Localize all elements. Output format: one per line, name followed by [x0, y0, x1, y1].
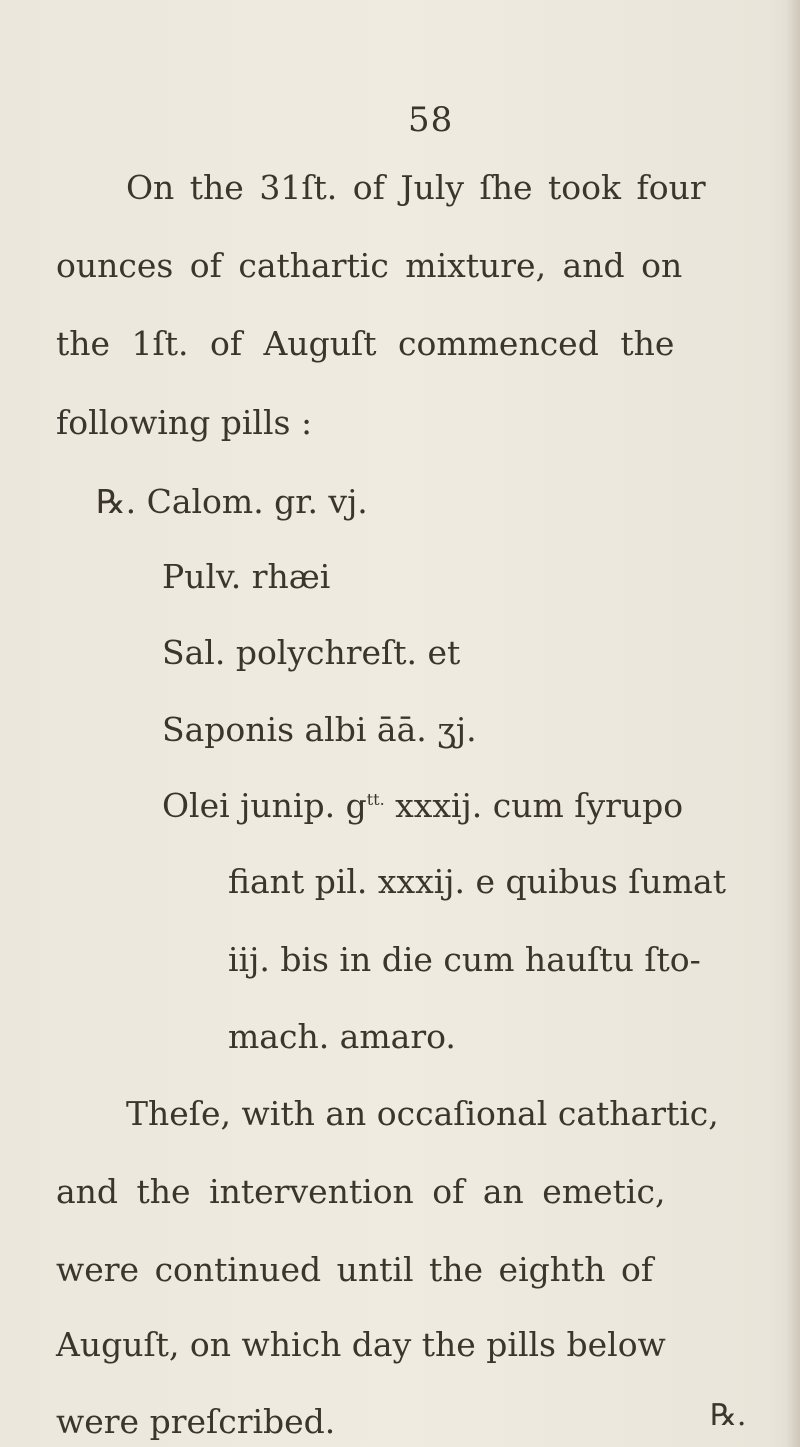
text-line-7: were continued until the eighth of — [56, 1250, 654, 1289]
text-line-5: Theſe, with an occaſional cathartic, — [126, 1094, 719, 1133]
prescription-line-2: Pulv. rhæi — [162, 557, 331, 596]
prescription-line-3: Sal. polychreſt. et — [162, 633, 461, 672]
page-number: 58 — [408, 100, 454, 140]
text-line-9: were preſcribed. — [56, 1402, 336, 1441]
prescription-line-6: fiant pil. xxxij. e quibus ſumat — [228, 862, 726, 901]
page-edge-shadow — [786, 0, 800, 1447]
prescription-line-5-end: xxxij. cum ſyrupo — [384, 786, 684, 825]
text-line-6: and the intervention of an emetic, — [56, 1172, 666, 1211]
prescription-line-4: Saponis albi āā. ʒj. — [162, 710, 477, 749]
guttae-abbreviation: tt. — [366, 790, 385, 809]
prescription-line-5-start: Olei junip. g — [162, 786, 367, 825]
text-line-4: following pills : — [56, 403, 313, 442]
prescription-line-1: ℞. Calom. gr. vj. — [96, 482, 368, 521]
catchword: ℞. — [710, 1398, 747, 1433]
text-line-1: On the 31ſt. of July ſhe took four — [126, 168, 706, 207]
prescription-line-8: mach. amaro. — [228, 1017, 456, 1056]
text-line-2: ounces of cathartic mixture, and on — [56, 246, 683, 285]
prescription-line-5 — [162, 786, 683, 826]
prescription-line-7: iij. bis in die cum hauſtu ſto- — [228, 940, 701, 979]
text-line-8: Auguſt, on which day the pills below — [56, 1325, 666, 1364]
text-line-3: the 1ſt. of Auguſt commenced the — [56, 324, 675, 363]
